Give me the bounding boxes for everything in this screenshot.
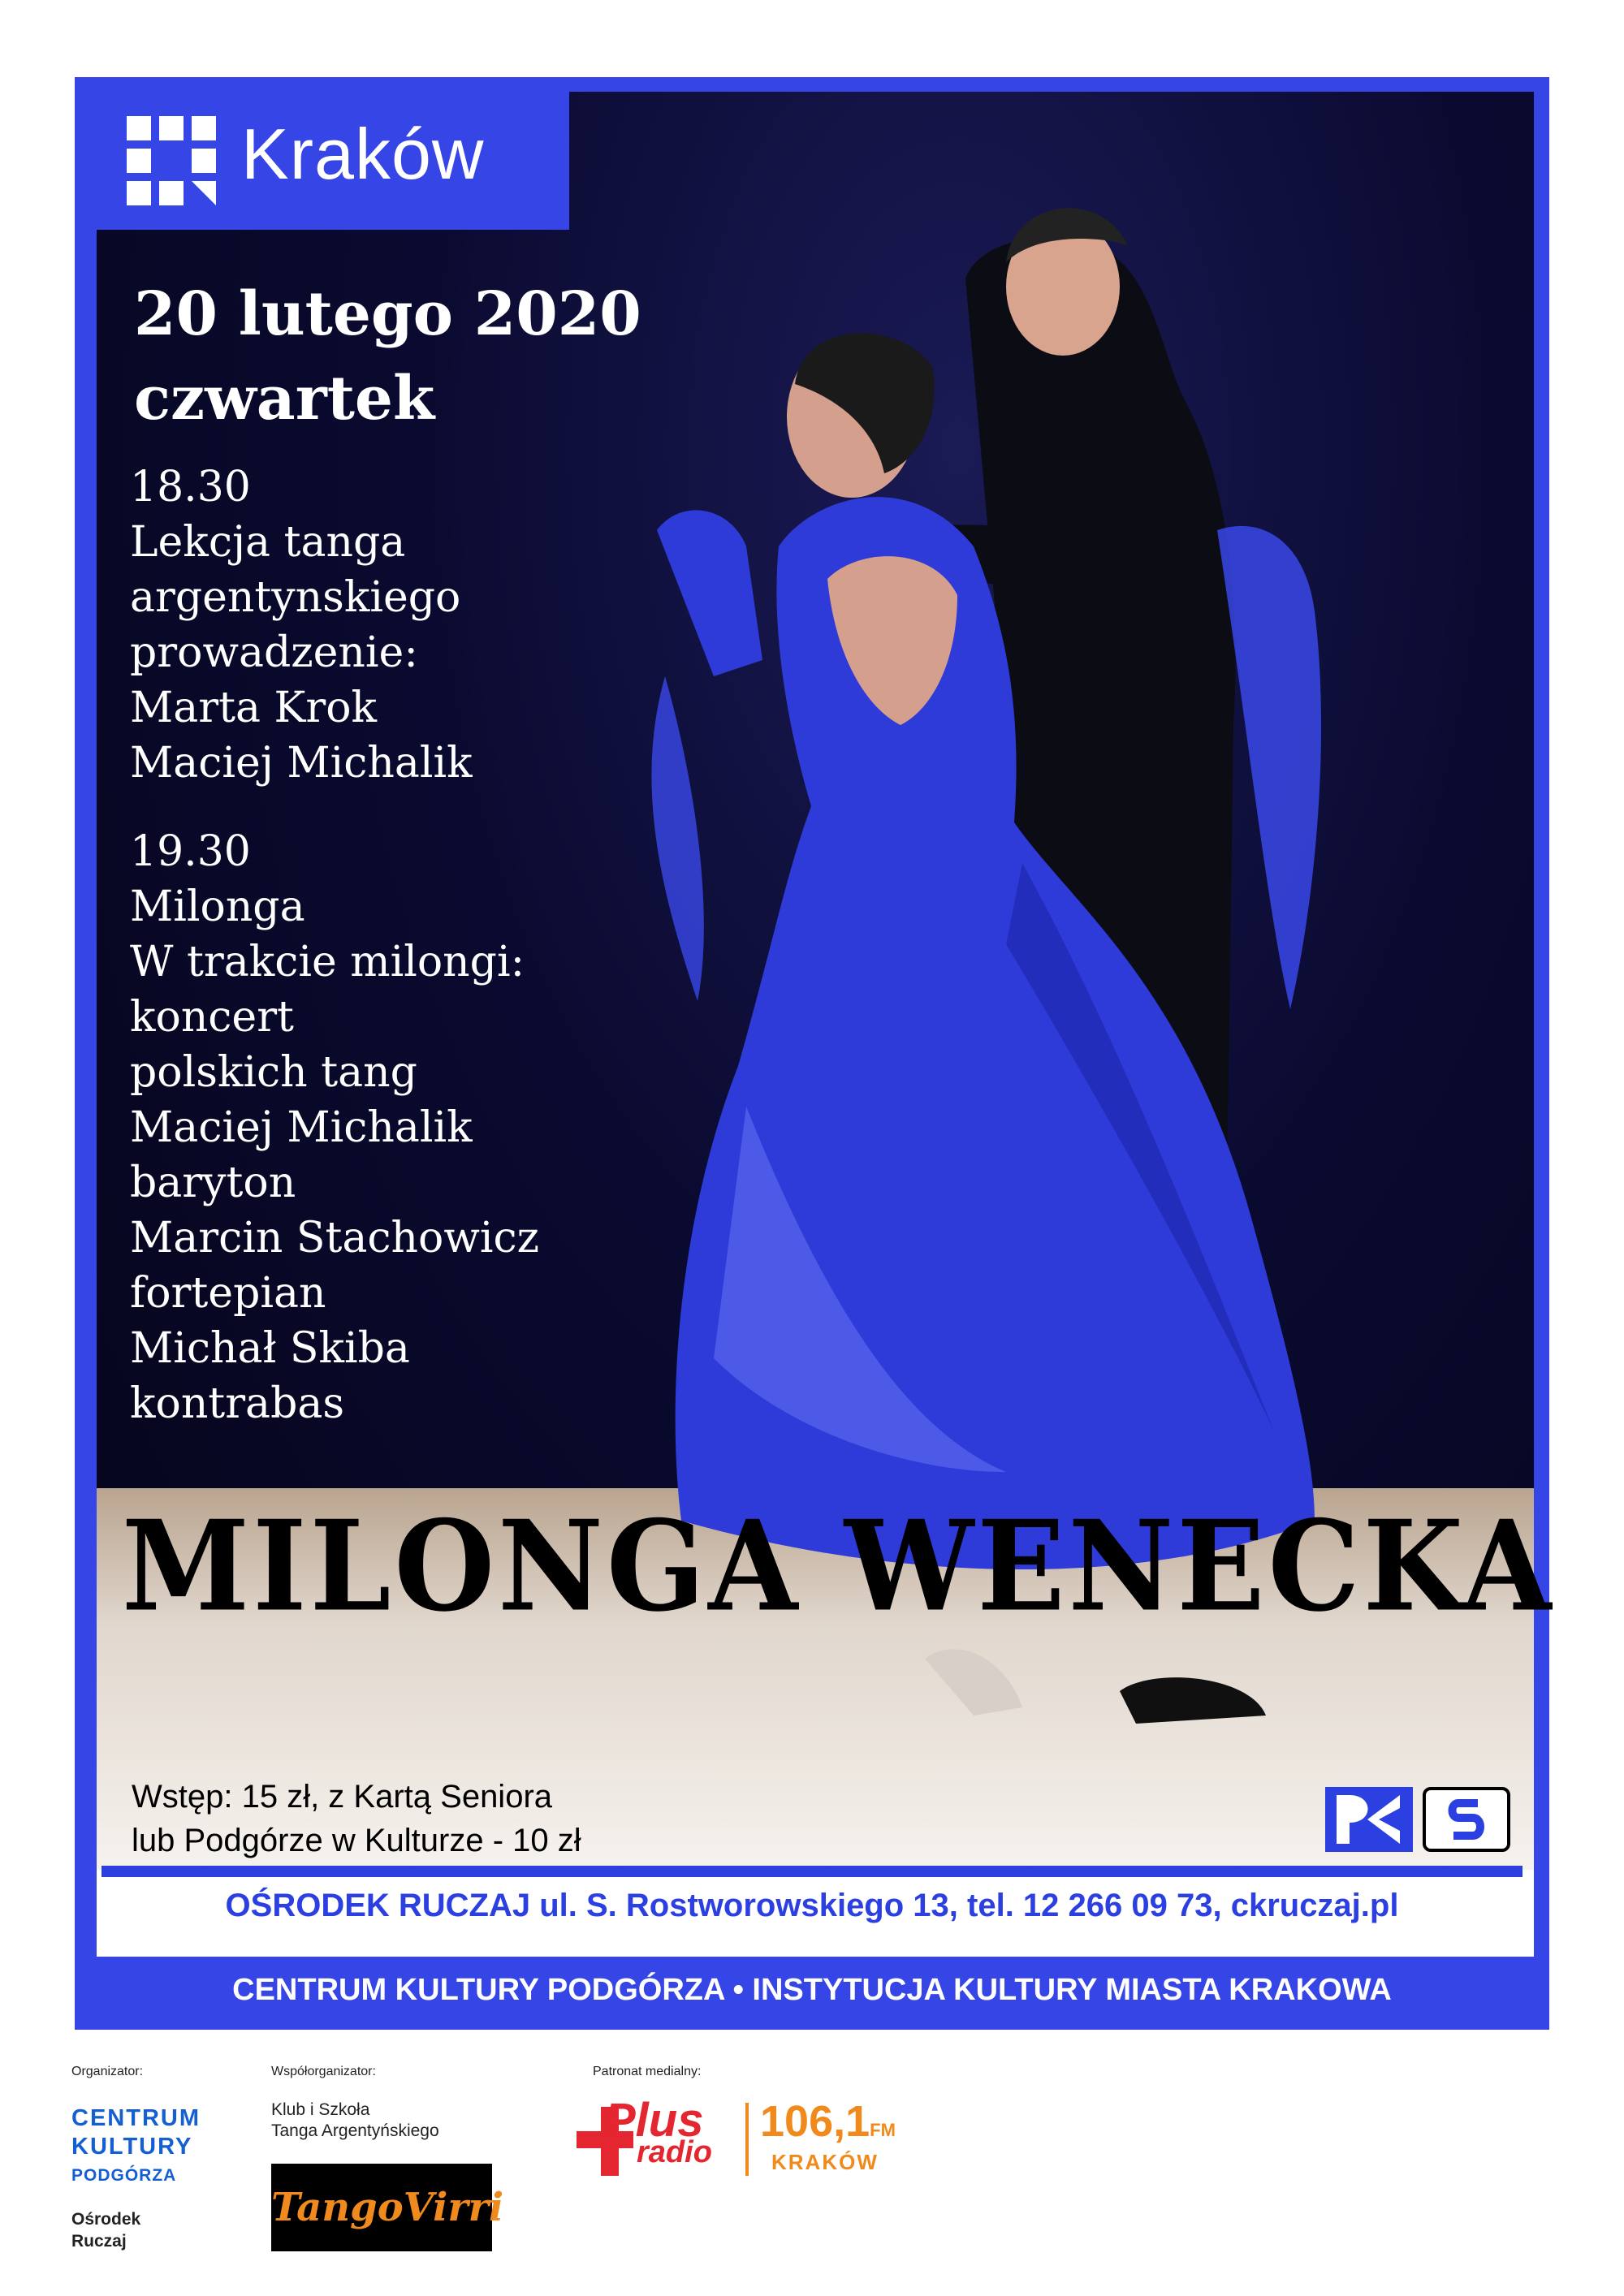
shoe — [1120, 1677, 1266, 1724]
entry-fee — [132, 1775, 581, 1862]
milonga-time: 19.30 — [130, 827, 251, 876]
krakow-logo — [90, 92, 569, 230]
milonga-line: fortepian — [130, 1269, 326, 1318]
entry-line: lub Podgórze w Kulturze - 10 zł — [132, 1823, 581, 1858]
rmf-frequency: 106,1 — [760, 2097, 870, 2146]
tangovirri-logo: TangoVirri — [271, 2164, 492, 2251]
milonga-line: W trakcie milongi: — [130, 938, 525, 986]
rmf-logo — [760, 2096, 896, 2147]
institution-line: CENTRUM KULTURY PODGÓRZA • INSTYTUCJA KULTURY MIASTA KRAKOWA — [232, 1973, 1392, 2007]
ckp-logo — [71, 2104, 201, 2190]
milonga-line: koncert — [130, 993, 294, 1042]
venue-address: OŚRODEK RUCZAJ ul. S. Rostworowskiego 13, tel. 12 266 09 73, ckruczaj.pl — [225, 1888, 1399, 1923]
organizer-sub — [71, 2208, 140, 2252]
coorganizer-name-line: Klub i Szkoła — [271, 2100, 370, 2119]
milonga-info — [130, 824, 539, 1431]
organizer-sub-line: Ruczaj — [71, 2232, 127, 2251]
organizer-sub-line: Ośrodek — [71, 2210, 141, 2229]
pk-logo-icon — [1325, 1787, 1413, 1852]
event-title: MILONGA WENECKA — [122, 1494, 1555, 1640]
lesson-line: argentynskiego — [130, 573, 461, 622]
milonga-line: Milonga — [130, 883, 305, 931]
lesson-time: 18.30 — [130, 463, 251, 511]
event-date: 20 lutego 2020 — [134, 279, 641, 349]
event-weekday: czwartek — [134, 364, 435, 434]
event-date-block — [134, 272, 641, 441]
lesson-info — [130, 460, 473, 791]
lesson-line: Marta Krok — [130, 684, 378, 732]
coorganizer-name — [271, 2100, 439, 2142]
milonga-line: polskich tang — [130, 1048, 417, 1097]
organizer-label: Organizator: — [71, 2065, 144, 2078]
radio-plus-sub: radio — [637, 2135, 712, 2169]
lesson-line: Lekcja tanga — [130, 518, 406, 567]
divider-line — [102, 1866, 1522, 1877]
entry-line: Wstęp: 15 zł, z Kartą Seniora — [132, 1779, 553, 1815]
milonga-line: kontrabas — [130, 1379, 345, 1428]
milonga-line: Marcin Stachowicz — [130, 1214, 539, 1262]
s-logo-icon — [1426, 1790, 1507, 1849]
coorganizer-label: Współorganizator: — [271, 2065, 376, 2078]
krakow-logo-icon — [127, 116, 216, 205]
pk-logo — [1325, 1787, 1413, 1852]
radio-plus-logo: Plus — [604, 2094, 704, 2147]
milonga-line: baryton — [130, 1159, 296, 1207]
coorganizer-name-line: Tanga Argentyńskiego — [271, 2121, 439, 2140]
rmf-city: KRAKÓW — [771, 2150, 879, 2174]
ckp-logo-line: PODGÓRZA — [71, 2166, 177, 2185]
rmf-band: FM — [870, 2120, 896, 2140]
krakow-logo-text: Kraków — [241, 114, 485, 194]
milonga-line: Maciej Michalik — [130, 1103, 473, 1152]
s-logo — [1423, 1787, 1510, 1852]
shoe — [925, 1649, 1022, 1716]
lesson-line: Maciej Michalik — [130, 739, 473, 788]
milonga-line: Michał Skiba — [130, 1324, 410, 1373]
media-label: Patronat medialny: — [593, 2065, 702, 2078]
lesson-line: prowadzenie: — [130, 628, 418, 677]
rmf-divider — [745, 2103, 749, 2176]
ckp-logo-line: CENTRUM — [71, 2105, 201, 2131]
ckp-logo-line: KULTURY — [71, 2134, 193, 2160]
woman-sleeve — [657, 510, 762, 676]
